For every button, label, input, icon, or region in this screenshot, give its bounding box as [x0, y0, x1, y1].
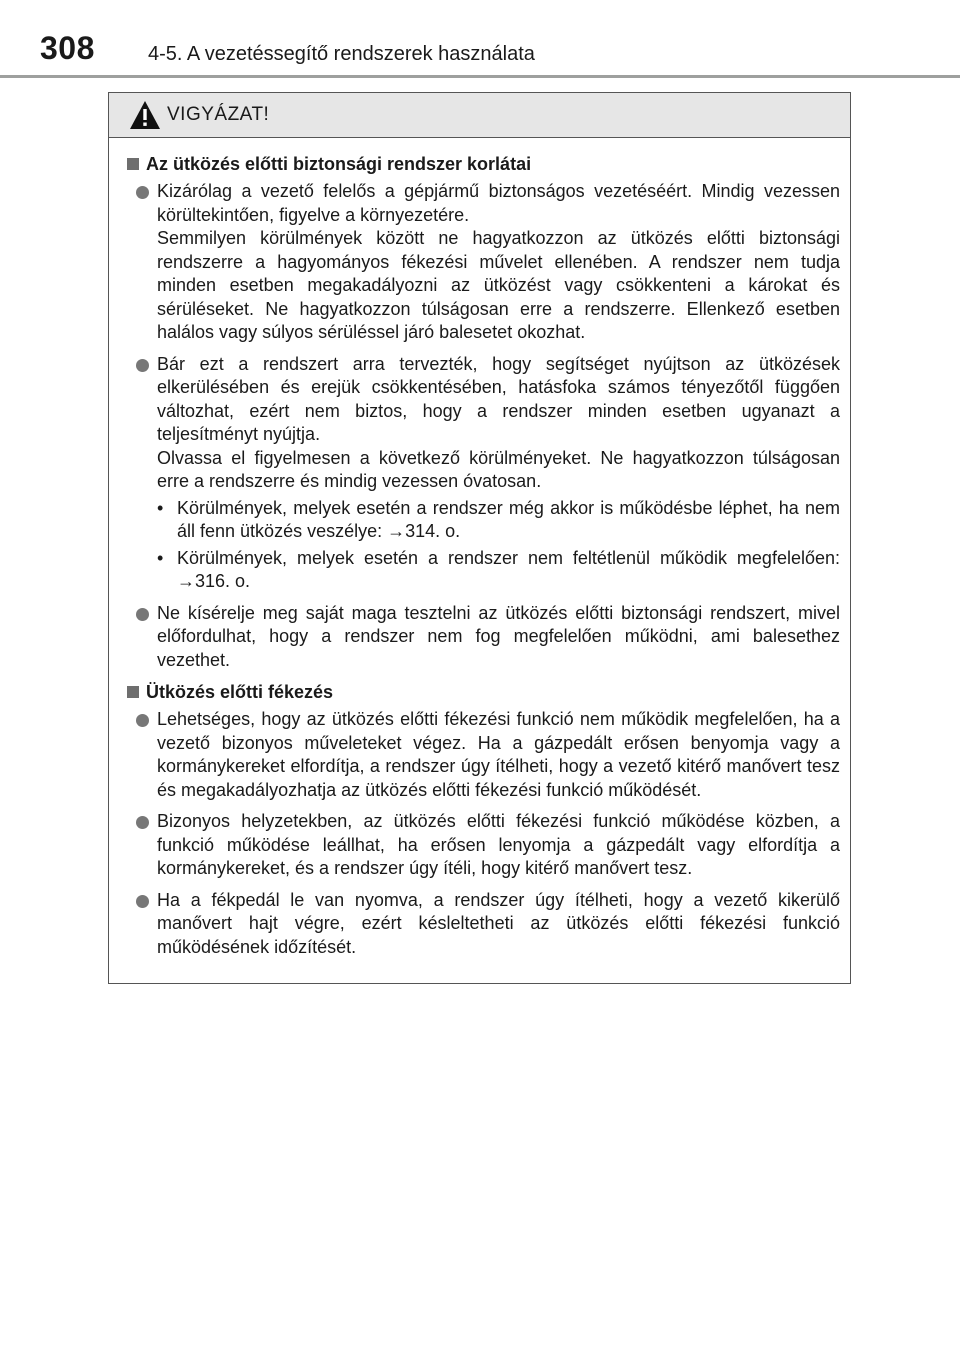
- paragraph: Ha a fékpedál le van nyomva, a rendszer úgy ítélheti, hogy a vezető kikerülő manővert hajt végre, ezért késleltetheti az ütközés előtti fékezési funkció működésének időzítését.: [157, 889, 840, 957]
- list-item: [127, 810, 840, 881]
- round-bullet-icon: [136, 608, 149, 621]
- list-item: [127, 180, 840, 345]
- section-heading-text: Az ütközés előtti biztonsági rendszer korlátai: [146, 154, 532, 174]
- page-header: [0, 0, 960, 80]
- round-bullet-icon: [136, 895, 149, 908]
- caution-header: [109, 93, 850, 138]
- list-item: [127, 889, 840, 960]
- round-bullet-icon: [136, 359, 149, 372]
- list-item: [127, 353, 840, 594]
- square-bullet-icon: [127, 158, 139, 170]
- section-heading-text: Ütközés előtti fékezés: [146, 682, 334, 702]
- page-number: 308: [40, 30, 95, 66]
- round-bullet-icon: [136, 186, 149, 199]
- sub-list-item: [157, 497, 840, 544]
- paragraph: Bizonyos helyzetekben, az ütközés előtti fékezési funkció működése közben, a funkció működése leállhat, ha erősen lenyomja a gázpedált vagy elfordítja a kormánykereket, és a rendszer úgy ítéli, hogy kitérő manővert tesz.: [157, 811, 840, 878]
- sub-list-item: [157, 547, 840, 594]
- section-heading: [127, 152, 840, 176]
- sub-paragraph: Körülmények, melyek esetén a rendszer nem feltétlenül működik megfelelően: →316. o.: [177, 547, 840, 591]
- header-rule: [0, 75, 960, 78]
- caution-body: [109, 138, 850, 959]
- sub-paragraph: Körülmények, melyek esetén a rendszer még akkor is működésbe léphet, ha nem áll fenn ütközés veszélye: →314. o.: [177, 497, 840, 541]
- caution-label: VIGYÁZAT!: [167, 104, 270, 125]
- sub-bullet: •: [157, 547, 164, 568]
- square-bullet-icon: [127, 686, 139, 698]
- round-bullet-icon: [136, 816, 149, 829]
- section-title: 4-5. A vezetéssegítő rendszerek használata: [148, 43, 535, 65]
- paragraph: Semmilyen körülmények között ne hagyatkozzon az ütközés előtti biztonsági rendszerre a hagyományos fékezési művelet ellenében. A rendszer nem tudja minden esetben megakadályozni az ütközést vagy csökkenteni a károkat és sérüléseket. Ne hagyatkozzon túlságosan erre a rendszerre. Ellenkező esetben halálos vagy súlyos sérüléssel járó balesetet okozhat.: [157, 228, 840, 342]
- paragraph: Lehetséges, hogy az ütközés előtti fékezési funkció nem működik megfelelően, ha a vezető bizonyos műveleteket végez. Ha a gázpedált erősen benyomja vagy a kormánykereket elfordítja, a rendszer úgy ítélheti, hogy a vezető kitérő manővert tesz és megakadályozhatja az ütközés előtti fékezési funkció működését.: [157, 709, 840, 800]
- paragraph: Kizárólag a vezető felelős a gépjármű biztonságos vezetéséért. Mindig vezessen körültekintően, figyelve a környezetére.: [157, 181, 840, 225]
- caution-box: [108, 92, 851, 984]
- warning-triangle-icon: [129, 100, 161, 130]
- sub-bullet: •: [157, 497, 164, 518]
- section-heading: [127, 680, 840, 704]
- paragraph: Ne kísérelje meg saját maga tesztelni az ütközés előtti biztonsági rendszert, mivel előfordulhat, hogy a rendszer nem fog megfelelően működni, ami balesethez vezethet.: [157, 602, 840, 670]
- list-item: [127, 602, 840, 673]
- paragraph: Bár ezt a rendszert arra tervezték, hogy segítséget nyújtson az ütközések elkerülésében és erejük csökkentésében, hatásfoka számos tényezőtől függően változhat, ezért nem biztos, hogy a rendszer minden esetben ugyanazt a teljesítményt nyújtja.: [157, 353, 840, 444]
- paragraph: Olvassa el figyelmesen a következő körülményeket. Ne hagyatkozzon túlságosan erre a rendszerre és mindig vezessen óvatosan.: [157, 447, 840, 491]
- list-item: [127, 708, 840, 802]
- round-bullet-icon: [136, 714, 149, 727]
